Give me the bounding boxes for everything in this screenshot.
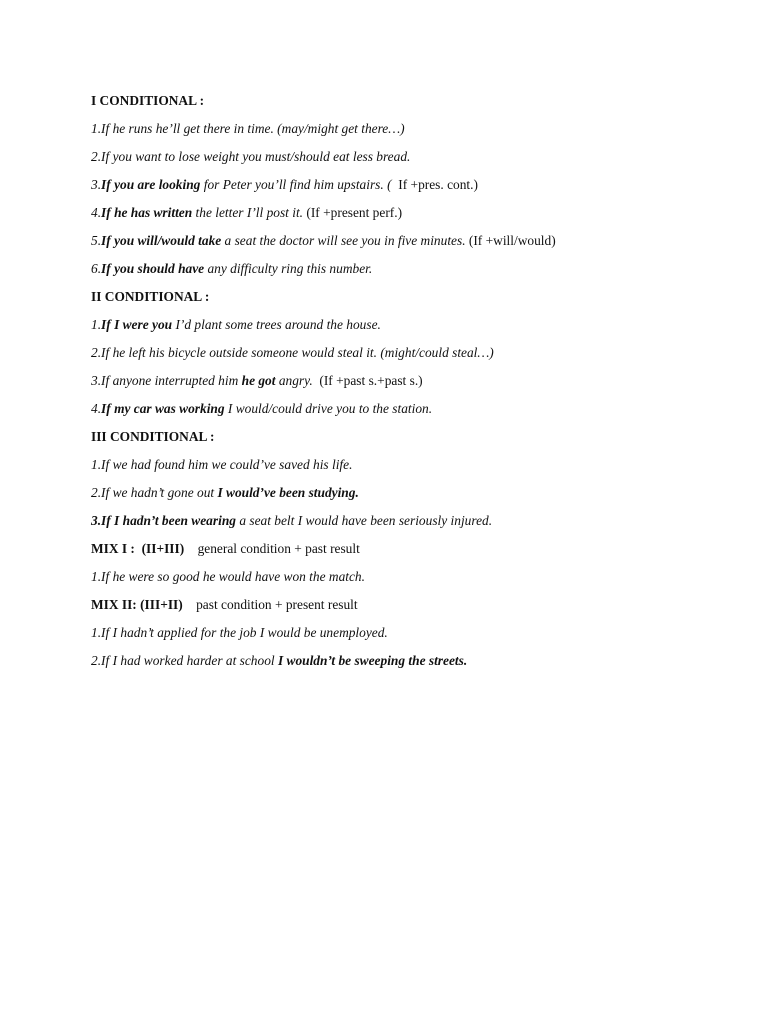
example-line: 1.If he runs he’ll get there in time. (may/might get there…): [91, 121, 405, 136]
example-line: 3.If I hadn’t been wearing a seat belt I would have been seriously injured.: [91, 513, 493, 528]
example-line: 2.If I had worked harder at school I wouldn’t be sweeping the streets.: [91, 653, 468, 668]
example-line: 5.If you will/would take a seat the doctor will see you in five minutes. (If +will/would): [91, 233, 556, 248]
heading-mix-one: MIX I : (II+III) general condition + past result: [91, 541, 360, 556]
example-line: 1.If I hadn’t applied for the job I would be unemployed.: [91, 625, 388, 640]
document-body: [91, 91, 728, 679]
heading-third-conditional: III CONDITIONAL :: [91, 429, 215, 444]
example-line: 3.If you are looking for Peter you’ll find him upstairs. ( If +pres. cont.): [91, 177, 478, 192]
example-line: 2.If he left his bicycle outside someone would steal it. (might/could steal…): [91, 345, 494, 360]
example-line: 2.If we hadn’t gone out I would’ve been studying.: [91, 485, 359, 500]
example-line: 6.If you should have any difficulty ring this number.: [91, 261, 373, 276]
example-line: 1.If I were you I’d plant some trees around the house.: [91, 317, 381, 332]
heading-mix-two: MIX II: (III+II) past condition + present result: [91, 597, 358, 612]
example-line: 4.If he has written the letter I’ll post it. (If +present perf.): [91, 205, 403, 220]
heading-second-conditional: II CONDITIONAL :: [91, 289, 210, 304]
example-line: 2.If you want to lose weight you must/should eat less bread.: [91, 149, 411, 164]
heading-first-conditional: I CONDITIONAL :: [91, 93, 205, 108]
example-line: 3.If anyone interrupted him he got angry. (If +past s.+past s.): [91, 373, 423, 388]
example-line: 1.If we had found him we could’ve saved his life.: [91, 457, 353, 472]
example-line: 4.If my car was working I would/could drive you to the station.: [91, 401, 433, 416]
example-line: 1.If he were so good he would have won the match.: [91, 569, 365, 584]
